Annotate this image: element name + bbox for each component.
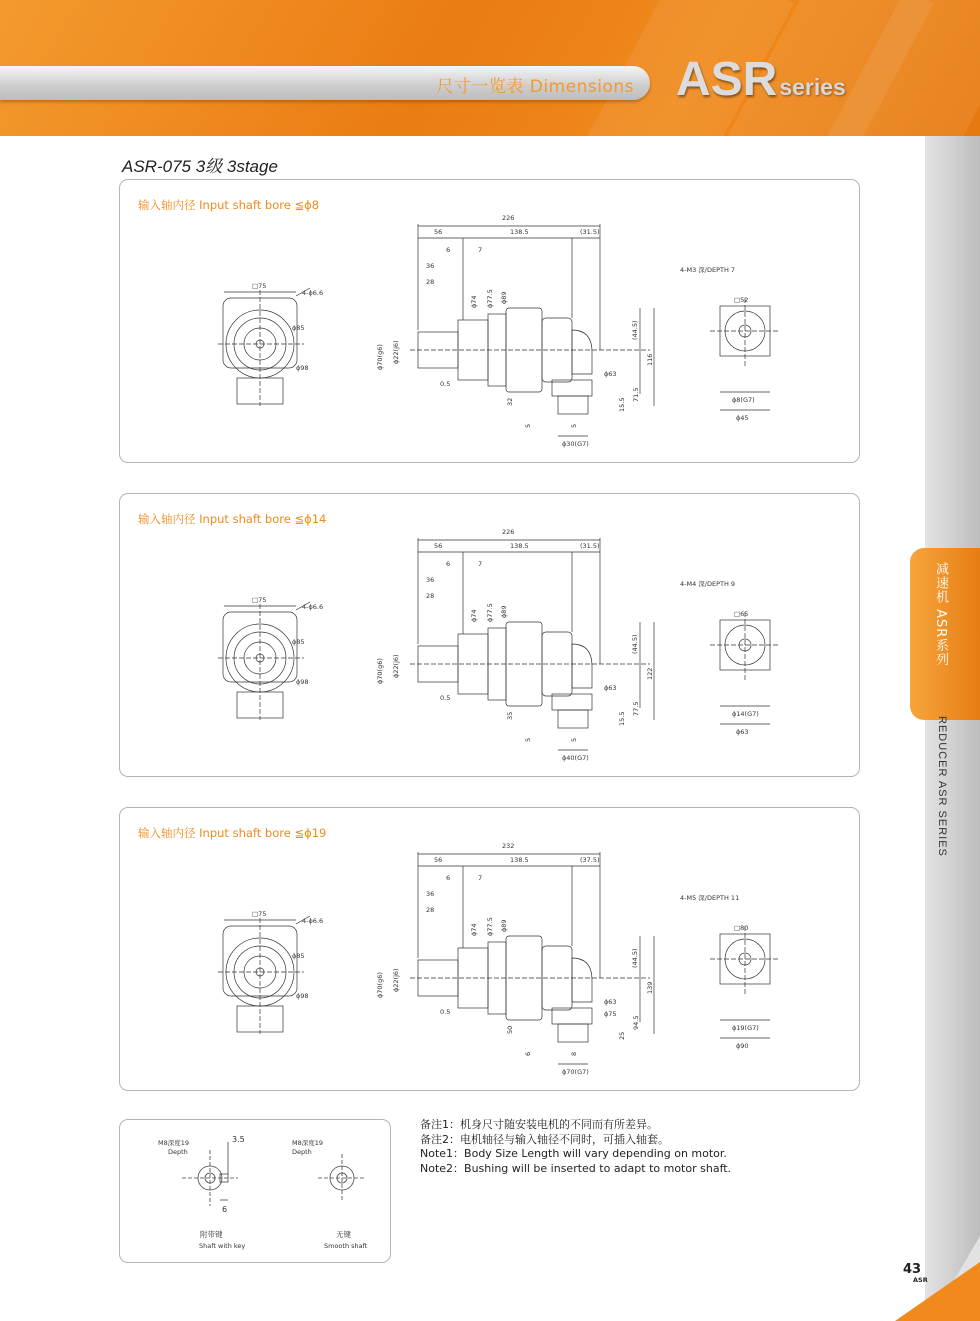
- front-view: [218, 288, 310, 406]
- dim-phi70: ϕ70(g6): [376, 344, 384, 370]
- dim-bore: ϕ14(G7): [732, 710, 759, 718]
- dim-phi85: ϕ85: [292, 952, 305, 960]
- smooth-depth-label: Depth: [292, 1148, 312, 1156]
- dim-d155: 25: [618, 1031, 626, 1040]
- model-title: ASR-075 3级 3stage: [122, 157, 278, 176]
- output-flange: [552, 380, 592, 396]
- dim-phi_end: ϕ90: [736, 1042, 749, 1050]
- dim-left: 56: [434, 228, 443, 236]
- keyed-shaft-diagram: [182, 1142, 238, 1206]
- smooth-cn-label: 无键: [336, 1230, 351, 1239]
- dim-phi74: ϕ74: [470, 609, 478, 622]
- dim-phi74: ϕ74: [470, 295, 478, 308]
- dim-holes: 4-ϕ6.6: [302, 289, 324, 297]
- dim-right: (37.5): [580, 856, 600, 864]
- keyed-en-label: Shaft with key: [199, 1242, 246, 1250]
- dim-d28: 28: [426, 278, 435, 286]
- panel-label: 输入轴内径 Input shaft bore ≦ϕ8: [138, 198, 320, 212]
- dim-sq: □75: [252, 282, 267, 290]
- dim-d715: 71.5: [632, 387, 640, 402]
- header-banner: [0, 0, 980, 136]
- shaft-diagram-panel: [119, 1119, 391, 1263]
- shaft-diagrams: [120, 1120, 390, 1262]
- dim-d5b: 5: [570, 423, 578, 428]
- dim-phi30: ϕ30(G7): [562, 440, 589, 448]
- dim-d36: 36: [426, 576, 435, 584]
- keyed-cn-label: 附带键: [200, 1230, 223, 1239]
- dim-d6: 6: [446, 874, 451, 882]
- dim-phi70: ϕ70(g6): [376, 658, 384, 684]
- dim-total: 232: [502, 842, 515, 850]
- dim-d32: 32: [506, 397, 514, 406]
- dimension-drawing: [120, 180, 859, 462]
- front-view: [218, 602, 310, 720]
- output-shaft: [558, 710, 588, 728]
- elbow-housing: [572, 644, 592, 688]
- note-cn-2: 备注2：电机轴径与输入轴径不同时，可插入轴套。: [420, 1132, 669, 1146]
- brand-suffix: series: [779, 74, 846, 100]
- dim-holes: 4-ϕ6.6: [302, 603, 324, 611]
- dim-phi_end: ϕ63: [736, 728, 749, 736]
- dim-right: (31.5): [580, 228, 600, 236]
- dim-tap: 4-M5 深/DEPTH 11: [680, 894, 740, 902]
- dim-phi30: ϕ70(G7): [562, 1068, 589, 1076]
- dim-phi85: ϕ85: [292, 638, 305, 646]
- smooth-thread-label: M8深度19: [292, 1139, 324, 1147]
- dim-d7: 7: [478, 246, 483, 254]
- dim-d5a: 6: [524, 1051, 532, 1056]
- output-shaft: [558, 1024, 588, 1042]
- dim-holes: 4-ϕ6.6: [302, 917, 324, 925]
- end-view: [710, 612, 780, 724]
- dim-phi775: ϕ77.5: [486, 289, 494, 308]
- note-en-1: Note1：Body Size Length will vary depending on motor.: [420, 1147, 727, 1160]
- dim-bore: ϕ19(G7): [732, 1024, 759, 1032]
- dim-phi74: ϕ74: [470, 923, 478, 936]
- header-bar: [0, 66, 650, 100]
- dim-mid: 138.5: [510, 856, 529, 864]
- keyed-dim-1: 3.5: [232, 1135, 245, 1144]
- note-en-2: Note2：Bushing will be inserted to adapt to motor shaft.: [420, 1161, 732, 1175]
- brand-logo: [676, 52, 846, 107]
- dim-phi70: ϕ70(g6): [376, 972, 384, 998]
- dimension-panel-14: [119, 493, 860, 777]
- dim-d116: 122: [646, 667, 654, 680]
- dim-sq: □75: [252, 596, 267, 604]
- dim-d36: 36: [426, 890, 435, 898]
- dim-d6: 6: [446, 560, 451, 568]
- dim-mid: 138.5: [510, 228, 529, 236]
- dim-phi89: ϕ89: [500, 291, 508, 304]
- dim-d7: 7: [478, 560, 483, 568]
- dim-phi30: ϕ40(G7): [562, 754, 589, 762]
- dim-d5a: 5: [524, 737, 532, 742]
- notes-block: [420, 1118, 731, 1176]
- dim-right: (31.5): [580, 542, 600, 550]
- keyed-thread-label: M8深度19: [158, 1139, 190, 1147]
- output-flange: [552, 1008, 592, 1024]
- dim-phi75: ϕ75: [604, 1010, 617, 1018]
- dim-d6: 6: [446, 246, 451, 254]
- panel-label: 输入轴内径 Input shaft bore ≦ϕ14: [138, 512, 327, 526]
- dim-sq_end: □52: [734, 296, 749, 304]
- dim-phi775: ϕ77.5: [486, 603, 494, 622]
- dim-left: 56: [434, 856, 443, 864]
- dim-phi_end: ϕ45: [736, 414, 749, 422]
- dimension-panel-19: [119, 807, 860, 1091]
- dim-phi775: ϕ77.5: [486, 917, 494, 936]
- output-flange: [552, 694, 592, 710]
- dim-tap: 4-M4 深/DEPTH 9: [680, 580, 736, 588]
- dim-phi63: ϕ63: [604, 370, 617, 378]
- dim-d5b: 5: [570, 737, 578, 742]
- dim-d5a: 5: [524, 423, 532, 428]
- dimension-drawing: [120, 494, 859, 776]
- dim-d445: (44.5): [631, 634, 639, 654]
- dim-sq_end: □65: [734, 610, 749, 618]
- dim-d715: 77.5: [632, 701, 640, 716]
- header-bar-text: 尺寸一览表 Dimensions: [436, 77, 634, 97]
- dim-d445: (44.5): [631, 320, 639, 340]
- dim-phi22: ϕ22(j6): [392, 968, 400, 992]
- side-tab-en: REDUCER ASR SERIES: [936, 716, 948, 857]
- keyed-dim-2: 6: [222, 1205, 228, 1214]
- dim-d5b: 8: [570, 1051, 578, 1056]
- dimension-panel-8: [119, 179, 860, 463]
- dim-sq: □75: [252, 910, 267, 918]
- dim-d445: (44.5): [631, 948, 639, 968]
- brand-name: ASR: [676, 53, 778, 106]
- keyed-depth-label: Depth: [168, 1148, 188, 1156]
- dim-d28: 28: [426, 592, 435, 600]
- dim-tap: 4-M3 深/DEPTH 7: [680, 266, 736, 274]
- dim-phi22: ϕ22(j6): [392, 340, 400, 364]
- dim-phi98: ϕ98: [296, 364, 309, 372]
- elbow-housing: [572, 958, 592, 1002]
- dim-d7: 7: [478, 874, 483, 882]
- dim-phi98: ϕ98: [296, 992, 309, 1000]
- dim-phi89: ϕ89: [500, 605, 508, 618]
- dim-d05: 0.5: [440, 380, 451, 388]
- dimension-drawing: [120, 808, 859, 1090]
- dim-d28: 28: [426, 906, 435, 914]
- dim-d116: 139: [646, 981, 654, 994]
- dim-d05: 0.5: [440, 1008, 451, 1016]
- dim-phi63: ϕ63: [604, 684, 617, 692]
- elbow-housing: [572, 330, 592, 374]
- dim-mid: 138.5: [510, 542, 529, 550]
- end-view: [710, 298, 780, 410]
- side-tab-cn: 减速机 ASR系列: [933, 562, 948, 667]
- panel-label: 输入轴内径 Input shaft bore ≦ϕ19: [138, 826, 327, 840]
- dim-d116: 116: [646, 353, 654, 366]
- dim-d155: 15.5: [618, 397, 626, 412]
- dim-d05: 0.5: [440, 694, 451, 702]
- end-view: [710, 926, 780, 1038]
- dim-d32: 50: [506, 1025, 514, 1034]
- dim-phi85: ϕ85: [292, 324, 305, 332]
- dim-d36: 36: [426, 262, 435, 270]
- dim-d155: 15.5: [618, 711, 626, 726]
- smooth-shaft-diagram: [318, 1154, 366, 1202]
- dim-phi22: ϕ22(j6): [392, 654, 400, 678]
- dim-total: 226: [502, 214, 515, 222]
- front-view: [218, 916, 310, 1034]
- dim-bore: ϕ8(G7): [732, 396, 755, 404]
- dim-sq_end: □80: [734, 924, 749, 932]
- dim-d715: 94.5: [632, 1015, 640, 1030]
- output-shaft: [558, 396, 588, 414]
- dim-phi98: ϕ98: [296, 678, 309, 686]
- note-cn-1: 备注1：机身尺寸随安装电机的不同而有所差异。: [420, 1118, 658, 1131]
- dim-d32: 35: [506, 711, 514, 720]
- dim-phi89: ϕ89: [500, 919, 508, 932]
- smooth-en-label: Smooth shaft: [324, 1242, 368, 1250]
- page-number: 43: [903, 1262, 922, 1277]
- page-sub-label: ASR: [913, 1276, 928, 1284]
- dim-left: 56: [434, 542, 443, 550]
- dim-phi63: ϕ63: [604, 998, 617, 1006]
- dim-total: 226: [502, 528, 515, 536]
